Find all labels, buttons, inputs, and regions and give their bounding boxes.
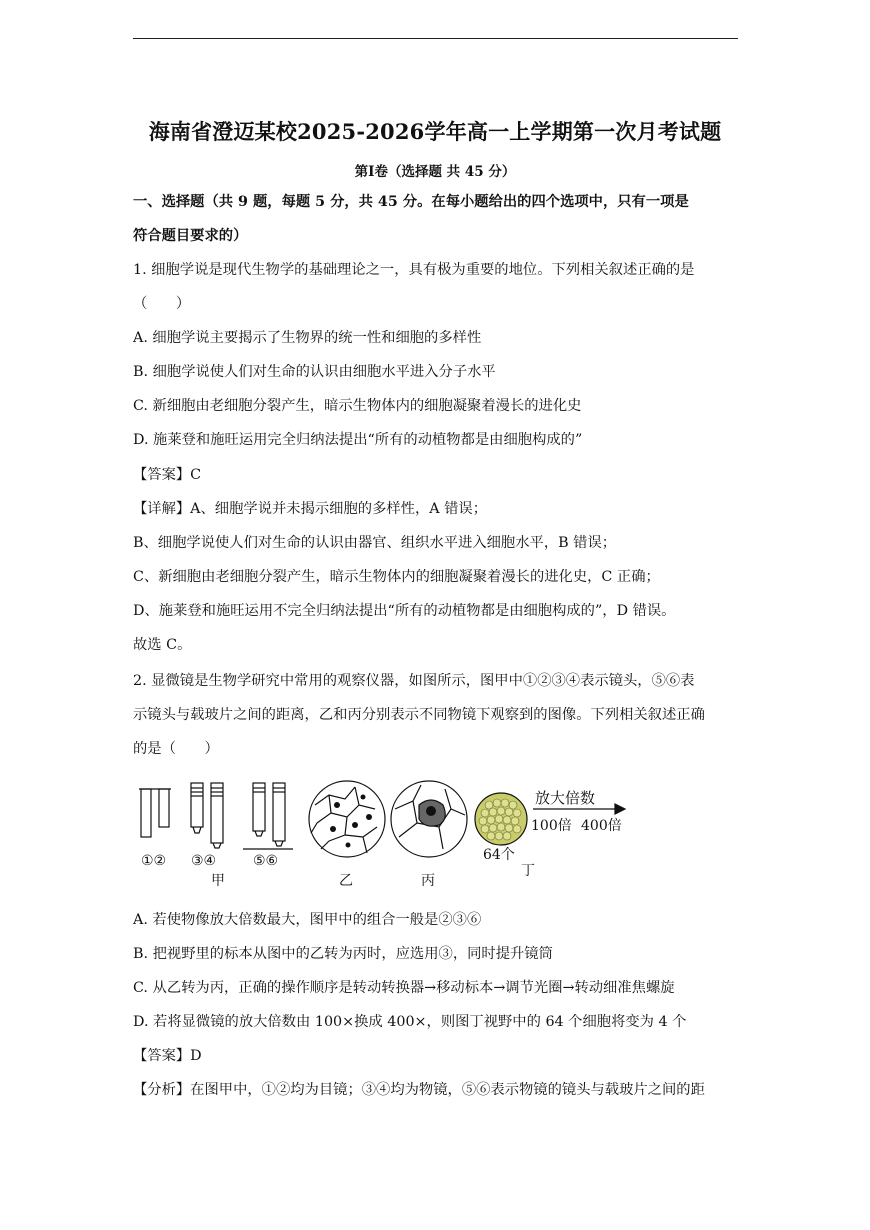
q1-explain-d: D、施莱登和施旺运用不完全归纳法提出“所有的动植物都是由细胞构成的”，D 错误。 — [133, 603, 676, 619]
view-yi — [309, 781, 385, 857]
label-jia: 甲 — [211, 873, 225, 889]
q1-conclusion: 故选 C。 — [133, 637, 192, 653]
label-ding: 丁 — [521, 863, 535, 879]
q2-option-c: C. 从乙转为丙，正确的操作顺序是转动转换器→移动标本→调节光圈→转动细准焦螺旋 — [133, 980, 675, 996]
q2-stem-line-1: 2. 显微镜是生物学研究中常用的观察仪器，如图所示，图甲中①②③④表示镜头，⑤⑥表 — [133, 673, 695, 689]
q1-explain-c: C、新细胞由老细胞分裂产生，暗示生物体内的细胞凝聚着漫长的进化史，C 正确； — [133, 569, 660, 585]
eyepiece-2 — [159, 789, 169, 827]
q1-stem-line-2: （ ） — [133, 296, 191, 312]
label-yi: 乙 — [339, 873, 353, 889]
q2-option-a: A. 若使物像放大倍数最大，图甲中的组合一般是②③⑥ — [133, 912, 482, 928]
q2-stem-line-2: 示镜头与载玻片之间的距离，乙和丙分别表示不同物镜下观察到的图像。下列相关叙述正确 — [133, 707, 705, 723]
view-bing — [391, 781, 467, 857]
mag-low-label: 100倍 — [531, 818, 572, 834]
view-ding — [475, 793, 527, 845]
q2-answer: 【答案】D — [133, 1048, 202, 1064]
mag-high-label: 400倍 — [581, 818, 622, 834]
part-heading-line-1: 一、选择题（共 9 题，每题 5 分，共 45 分。在每小题给出的四个选项中，只有一项是 — [133, 194, 689, 210]
label-lens-12: ①② — [141, 853, 167, 869]
q1-explain-b: B、细胞学说使人们对生命的认识由器官、组织水平进入细胞水平，B 错误； — [133, 535, 617, 551]
objective-distance-6 — [273, 783, 285, 846]
header-rule — [133, 38, 738, 39]
label-bing: 丙 — [421, 873, 435, 889]
label-lens-34: ③④ — [191, 853, 217, 869]
label-lens-56: ⑤⑥ — [253, 853, 279, 869]
cell-count-label: 64个 — [483, 847, 515, 863]
q1-option-a: A. 细胞学说主要揭示了生物界的统一性和细胞的多样性 — [133, 330, 482, 346]
q2-stem-line-3: 的是（ ） — [133, 741, 219, 757]
q2-option-d: D. 若将显微镜的放大倍数由 100×换成 400×，则图丁视野中的 64 个细胞将变为 4 个 — [133, 1014, 687, 1030]
objective-4 — [211, 783, 223, 848]
q2-option-b: B. 把视野里的标本从图中的乙转为丙时，应选用③，同时提升镜筒 — [133, 946, 553, 962]
objective-3 — [191, 783, 203, 833]
arrow-head — [615, 804, 625, 814]
magnification-title: 放大倍数 — [535, 789, 596, 807]
q1-explain-a: 【详解】A、细胞学说并未揭示细胞的多样性，A 错误； — [133, 501, 488, 517]
microscope-figure — [133, 775, 643, 890]
q2-analysis: 【分析】在图甲中，①②均为目镜；③④均为物镜，⑤⑥表示物镜的镜头与载玻片之间的距 — [133, 1082, 705, 1098]
objective-distance-5 — [253, 783, 265, 836]
q1-option-b: B. 细胞学说使人们对生命的认识由细胞水平进入分子水平 — [133, 364, 496, 380]
q1-stem-line-1: 1. 细胞学说是现代生物学的基础理论之一，具有极为重要的地位。下列相关叙述正确的是 — [133, 262, 695, 278]
page-title: 海南省澄迈某校2025-2026学年高一上学期第一次月考试题 — [148, 119, 722, 144]
q1-option-c: C. 新细胞由老细胞分裂产生，暗示生物体内的细胞凝聚着漫长的进化史 — [133, 398, 582, 414]
q1-option-d: D. 施莱登和施旺运用完全归纳法提出“所有的动植物都是由细胞构成的” — [133, 432, 583, 448]
eyepiece-1 — [141, 789, 151, 837]
q1-answer: 【答案】C — [133, 467, 202, 483]
section-heading: 第Ⅰ卷（选择题 共 45 分） — [354, 164, 516, 180]
part-heading-line-2: 符合题目要求的） — [133, 228, 248, 244]
